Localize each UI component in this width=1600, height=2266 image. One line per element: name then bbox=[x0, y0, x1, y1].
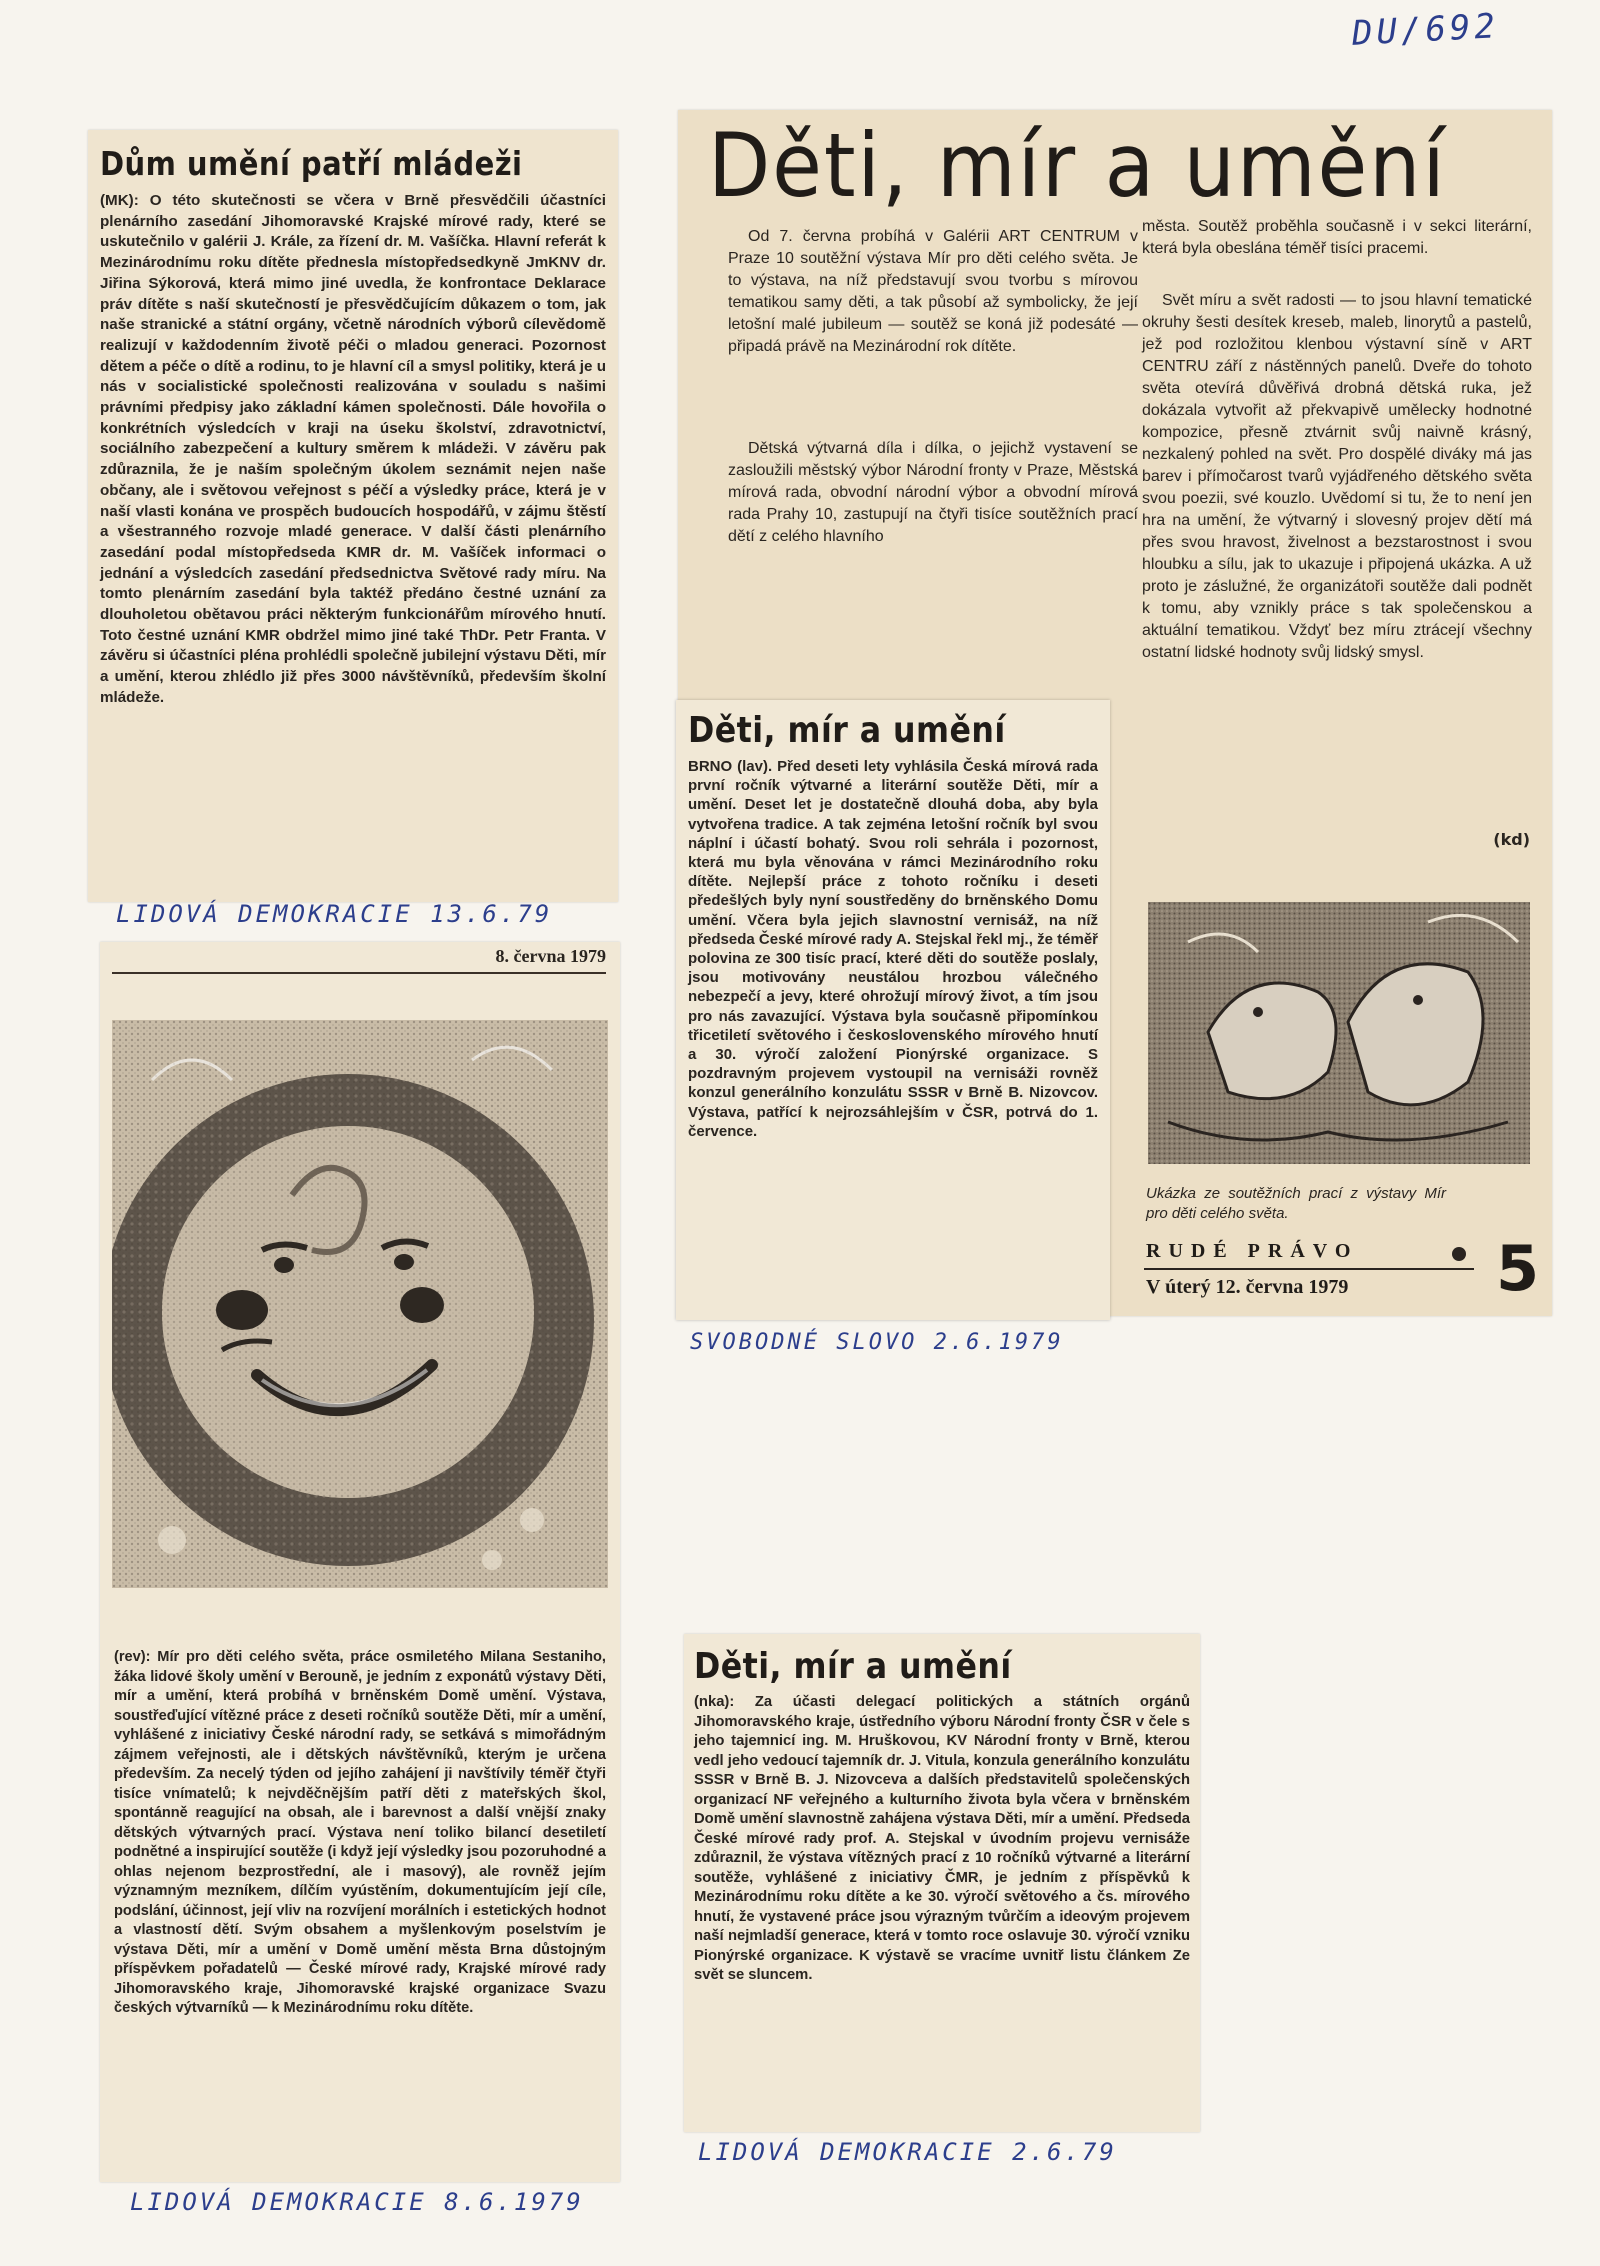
source-note: LIDOVÁ DEMOKRACIE 2.6.79 bbox=[698, 2138, 1117, 2166]
issue-date: V úterý 12. června 1979 bbox=[1146, 1276, 1349, 1298]
clipping-body: (MK): O této skutečnosti se včera v Brně přesvědčili účastníci plenárního zasedání Jihomoravské Krajské mírové rady, které se uskutečnilo v galérii J. Krále, za řízení dr. M. Vašíčka. Hlavní referát k Mezinárodnímu roku dítěte přednesla místopředsedkyně JmKNV dr. Jiřina Sýkorová, která mimo jiné uvedla, že konfrontace Deklarace práv dítěte s naší skutečností je přesvědčujícím důkazem o tom, jak naše stranické a státní orgány, včetně národních výborů cílevědomě realizují v každodenním životě péči o mladou generaci. Pozornost dětem a péče o dítě a rodinu, to je hlavní cíl a smysl politiky, která je u nás v socialistické společnosti realizována v souladu s našimi právními předpisy jako základní kámen společnosti. Dále hovořila o konkrétních výsledcích v kraji na úseku školství, zdravotnictví, sociálního zabezpečení a kultury směrem k mládeži. V závěru pak zdůraznila, že je naším společným úkolem seznámit nejen naše občany, ale i světovou veřejnost s péčí a výsledky práce, která je v naší vlasti konána ve prospěch budoucích hospodářů, v zájmu štěstí a všestranného rozvoje mladé generace. V další části plenárního zasedání podal místopředseda KMR dr. M. Vašíček informaci o jednání a výsledcích zasedání předsednictva Světové rady míru. Na tomto plenárním zasedání byla taktéž předáno čestné uznání za dlouholetou obětavou práci některým funkcionářům mírového hnutí. Toto čestné uznání KMR obdržel mimo jiné také ThDr. Petr Franta. V závěru si účastníci pléna prohlédli společně jubilejní výstavu Děti, mír a umění, kterou zhlédlo již přes 3000 návštěvníků, především školní mládeže. bbox=[100, 192, 606, 706]
clipping-lidova-demokracie bbox=[684, 1634, 1200, 2132]
signature: (kd) bbox=[1493, 830, 1530, 849]
clipping-body: BRNO (lav). Před deseti lety vyhlásila Česká mírová rada první ročník výtvarné a literární soutěže Děti, mír a umění. Deset let je dostatečně dlouhá doba, aby byla vytvořena tradice. A tak zejména letošní ročník byl svou náplní i účastí bohatý. Svou roli sehrála i pozornost, která mu byla věnována v rámci Mezinárodního roku dítěte. Nejlepší práce z tohoto ročníku i deseti předešlých byly nyní soustředěny do brněnského Domu umění. Včera byla jejich slavnostní vernisáž, na níž předseda České mírové rady A. Stejskal řekl mj., že téměř polovina ze 300 tisíc prací, které děti do soutěže poslaly, jsou motivovány neustálou hrozbou válečného nebezpečí a jevy, které ohrožují mírový život, a tím jsou pro nás zavazující. Výstava byla současně připomínkou třicetiletí světového i československého mírového hnutí a 30. výročí založení Pionýrské organizace. S pozdravným projevem vystoupil na vernisáži rovněž konzul generálního konzulátu SSSR v Brně B. Nizovcov. Výstava, patřící k nejrozsáhlejším v ČSR, potrvá do 1. července. bbox=[688, 758, 1098, 1140]
clipping-dum-umeni bbox=[88, 130, 618, 902]
image-caption: Ukázka ze soutěžních prací z výstavy Mír pro děti celého světa. bbox=[1146, 1185, 1446, 1222]
doves-drawing-image bbox=[1148, 902, 1530, 1164]
clipping-headline: Děti, mír a umění bbox=[688, 710, 1006, 751]
clipping-column-1b: Dětská výtvarná díla i dílka, o jejichž vystavení se zasloužili městský výbor Národní fronty v Praze, Městská mírová rada, obvodní národní výbor a obvodní mírová rada Prahy 10, zastupují na čtyři tisíce soutěžních prací dětí z celého hlavního bbox=[728, 440, 1138, 545]
sun-drawing-image bbox=[112, 1020, 608, 1588]
clipping-column-2b: Svět míru a svět radosti — to jsou hlavní tematické okruhy šesti desítek kreseb, maleb, linorytů a pastelů, jež pod rozložitou klenbou výstavní síně v ART CENTRU září z nástěnných panelů. Dveře do tohoto světa otevírá důvěřivá drobná dětská ruka, jež dokázala vytvořit až překvapivě umělecky hodnotné kompozice, přesně ztvárnit svůj naivně krásný, nezkalený pohled na svět. Pro dospělé diváky má jas barev i přímočarost tvarů vyjádřeného dětského světa svou poezii, své kouzlo. Uvědomí si tu, že to není jen hra na umění, že výtvarný i slovesný projev dětí má přes svou hravost, živelnost a bezstarostnost i svou hloubku a sílu, jak to ukazuje i připojená ukázka. A už proto je záslužné, že organizátoři soutěže dali podnět k tomu, aby vznikly práce s tak společenskou a aktuální tematikou. Vždyť bez míru ztrácejí všechny ostatní lidské hodnoty svůj lidský smysl. bbox=[1142, 292, 1532, 661]
clipping-date: 8. června 1979 bbox=[495, 946, 606, 966]
masthead-dot bbox=[1452, 1247, 1466, 1261]
clipping-headline: Dům umění patří mládeži bbox=[100, 144, 523, 183]
clipping-column-2: města. Soutěž proběhla současně i v sekci literární, která byla obeslána téměř tisíci pracemi. bbox=[1142, 218, 1532, 257]
clipping-body: (rev): Mír pro děti celého světa, práce osmiletého Milana Sestaniho, žáka lidové školy umění v Berouně, je jedním z exponátů výstavy Děti, mír a umění, která probíhá v brněnském Domě umění. Výstava, soustřeďující vítězné práce z deseti ročníků soutěže Děti, mír a umění, vyhlášené z iniciativy České národní rady, se setkává s mimořádným zájmem veřejnosti, ale i dětských návštěvníků, kterým je určena především. Za necelý týden od jejího zahájení ji navštívily téměř čtyři tisíce vnímatelů; k nejvděčnějším patří děti z mateřských škol, spontánně reagující na obsah, ale i barevnost a další vnější znaky dětských výtvarných prací. Výstava není toliko bilancí desetiletí podnětné a inspirující soutěže (i když její výsledky jsou pozoruhodné a ohlas nejenom bezprostřední, ale i masový), ale rovněž jejím významným mezníkem, dílčím vyústěním, dokumentujícím její cíle, podslání, účinnost, její vliv na rozvíjení morálních i estetických hodnot a vlastností dětí. Svým obsahem a myšlenkovým poselstvím je výstava Děti, mír a umění v Domě umění města Brna důstojným příspěvkem pořadatelů — České mírové rady, Krajské mírové rady Jihomoravského kraje, Jihomoravské krajské organizace Svazu českých výtvarníků — k Mezinárodnímu roku dítěte. bbox=[114, 1649, 606, 2016]
clipping-column-1: Od 7. června probíhá v Galérii ART CENTRUM v Praze 10 soutěžní výstava Mír pro děti celého světa. Je to výstava, na níž představují svou tvorbu s mírovou tematikou samy děti, a tak působí až symbolicky, že její letošní malé jubileum — soutěž se koná již podesáté — připadá právě na Mezinárodní rok dítěte. bbox=[728, 228, 1138, 355]
catalog-mark: DU/692 bbox=[1351, 6, 1500, 54]
page-number: 5 bbox=[1496, 1232, 1540, 1305]
clipping-svobodne-slovo bbox=[676, 700, 1110, 1320]
clipping-headline: Děti, mír a umění bbox=[708, 114, 1447, 217]
source-note: SVOBODNÉ SLOVO 2.6.1979 bbox=[690, 1330, 1064, 1355]
source-note: LIDOVÁ DEMOKRACIE 8.6.1979 bbox=[130, 2188, 584, 2216]
clipping-sun-drawing bbox=[100, 942, 620, 2182]
clipping-body: (nka): Za účasti delegací politických a státních orgánů Jihomoravského kraje, ústředního výboru Národní fronty ČSR v čele s jeho tajemnicí ing. M. Hruškovou, KV Národní fronty v Brně, kterou vedl jeho vedoucí tajemník dr. J. Vitula, konzula generálního konzulátu SSSR v Brně B. J. Nizovceva a dalších představitelů společenských organizací NF veřejného a kulturního života byla včera v brněnském Domě umění slavnostně zahájena výstava Děti, mír a umění. Předseda České mírové rady prof. A. Stejskal v úvodním projevu vernisáže zdůraznil, že výstava vítězných prací z 10 ročníků výtvarné a literární soutěže, vyhlášené z iniciativy ČMR, je jedním z příspěvků k Mezinárodnímu roku dítěte a ke 30. výročí světového a čs. mírového hnutí, že vystavené práce jsou výrazným tvůrčím a ideovým projevem naší nejmladší generace, která v tomto roce oslavuje 30. výročí vzniku Pionýrské organizace. K výstavě se vracíme uvnitř listu článkem Ze svět se sluncem. bbox=[694, 1694, 1190, 1983]
source-note: LIDOVÁ DEMOKRACIE 13.6.79 bbox=[116, 900, 553, 928]
masthead: RUDÉ PRÁVO bbox=[1146, 1240, 1359, 1262]
clipping-headline: Děti, mír a umění bbox=[694, 1646, 1012, 1687]
